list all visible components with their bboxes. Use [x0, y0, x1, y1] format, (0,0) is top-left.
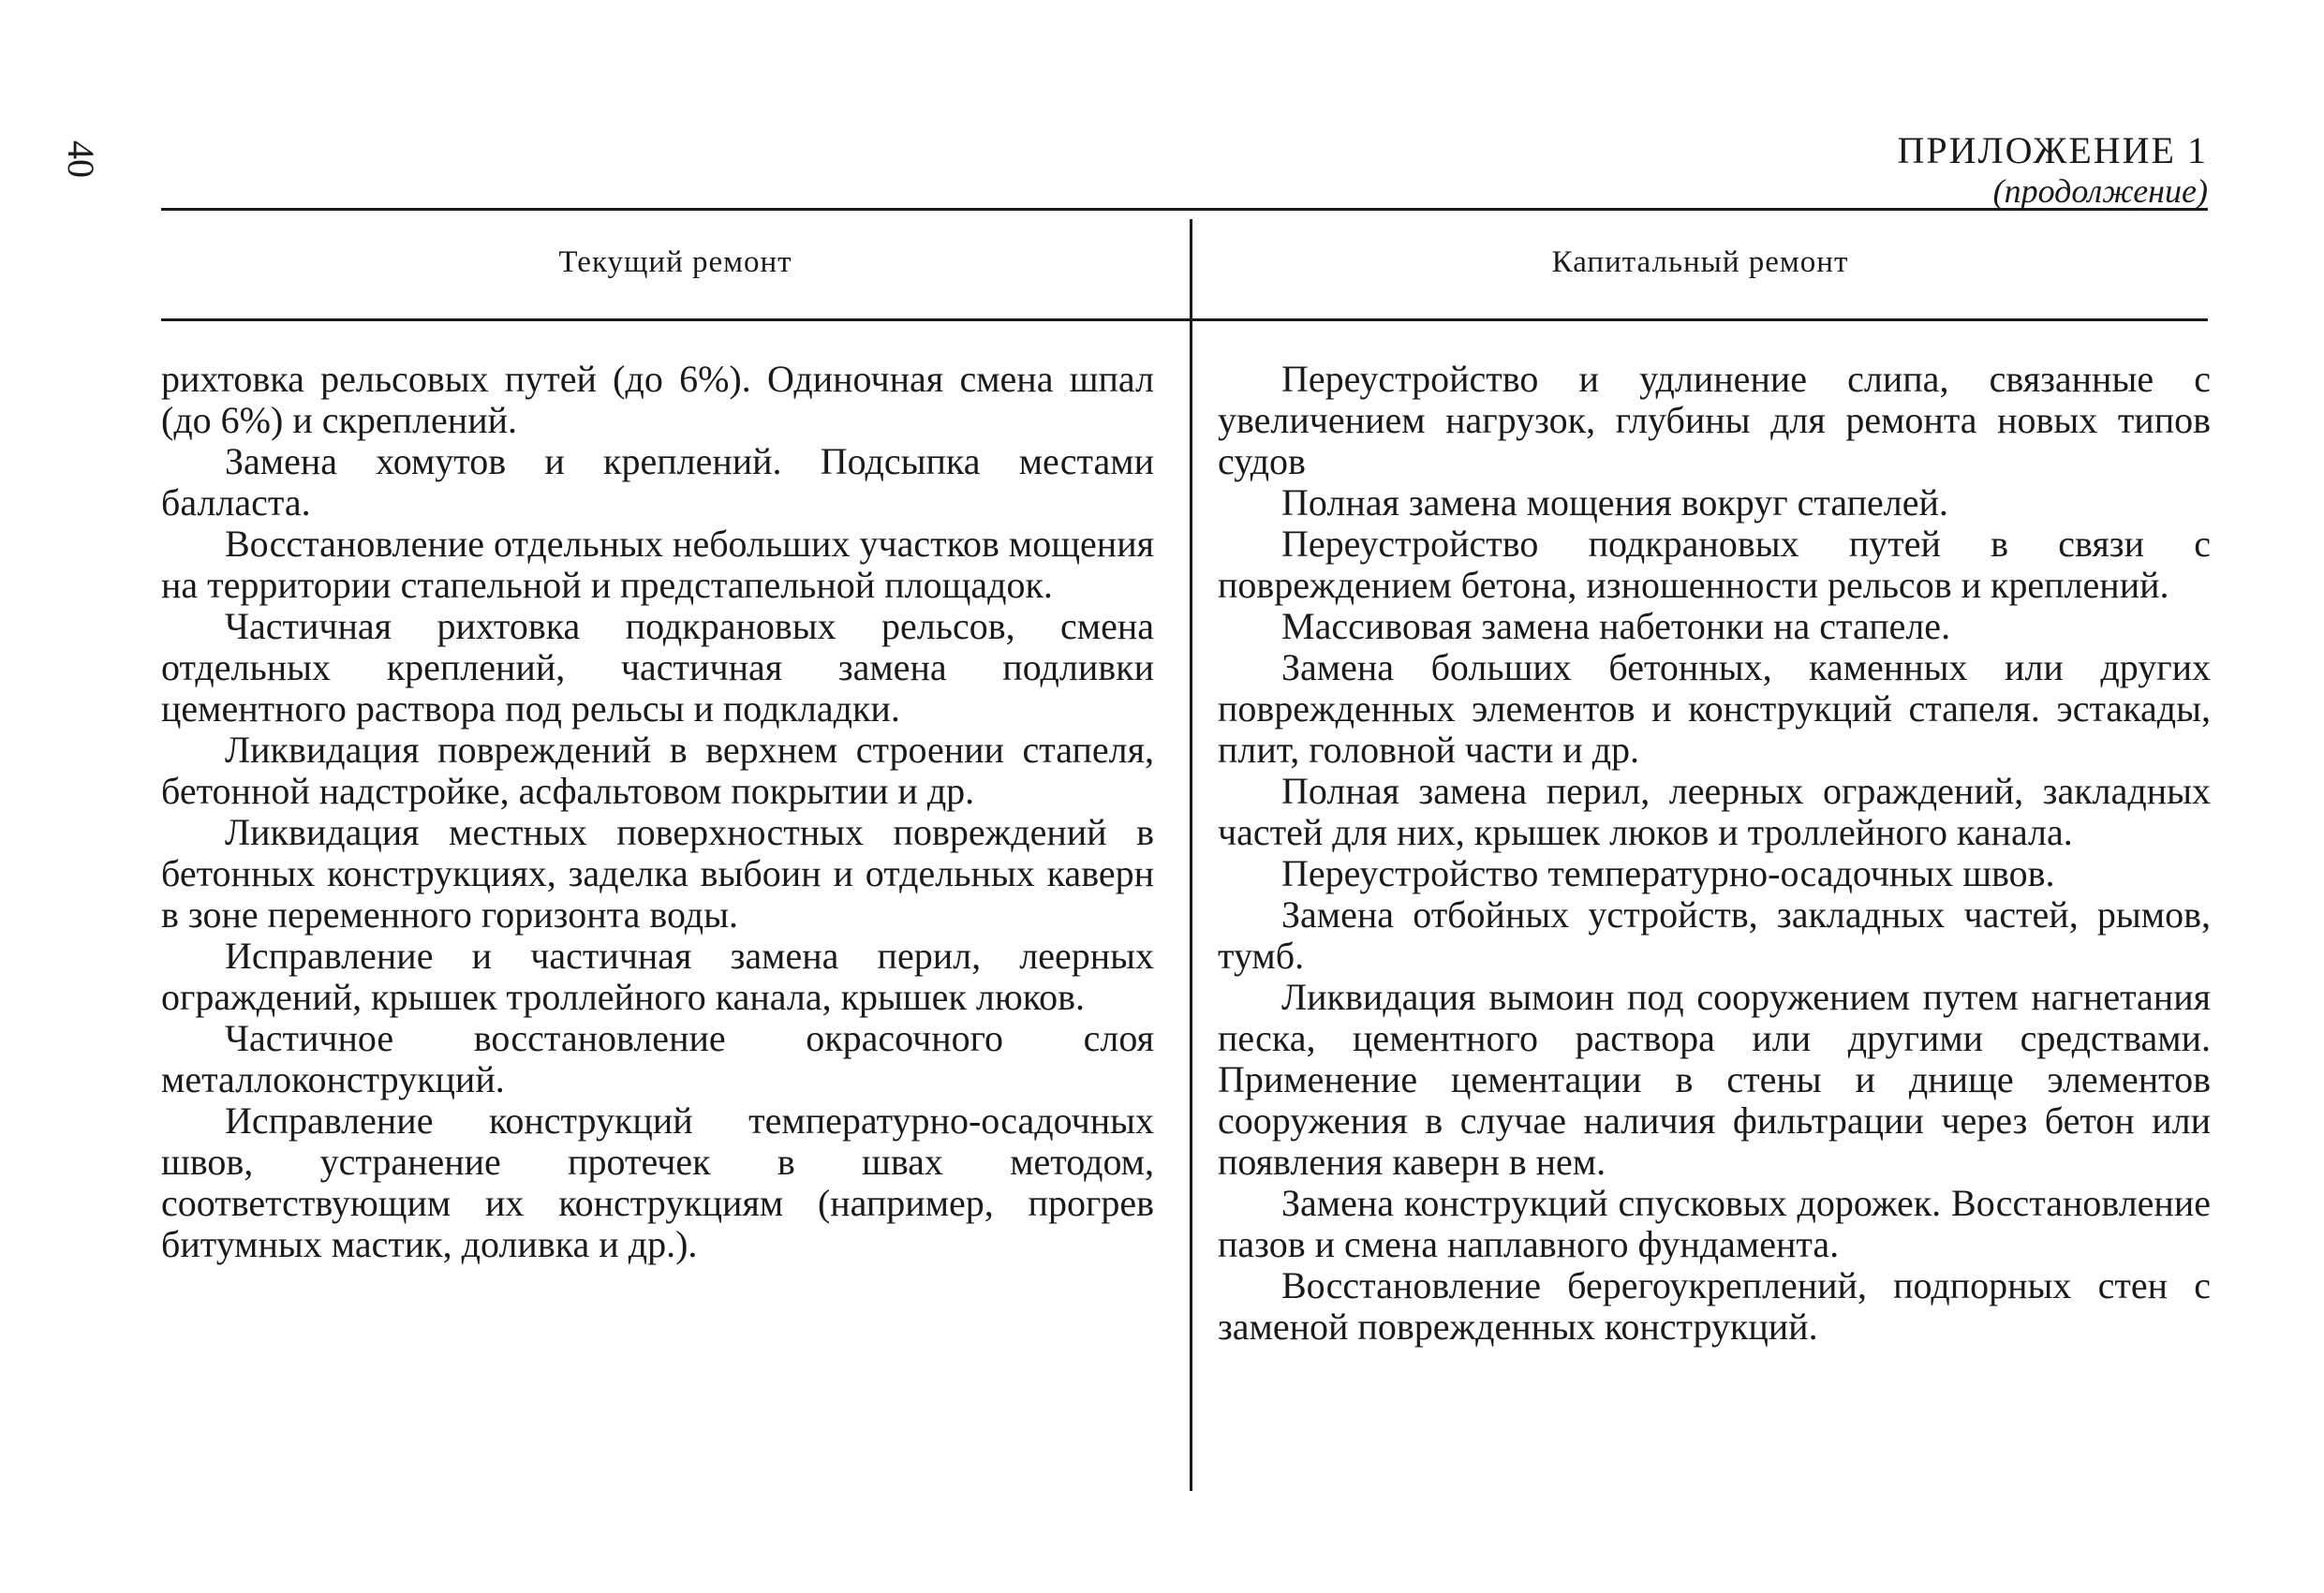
table-top-rule — [161, 208, 2208, 211]
paragraph: Частичное восстановление окрасочного слоя металлоконструкций. — [161, 1017, 1154, 1100]
paragraph: Замена хомутов и креплений. Подсыпка местами балласта. — [161, 440, 1154, 524]
paragraph: Исправление конструкций температурно-осадочных швов, устранение протечек в швах методом, соответствующим их конструкциям (например, прогрев битумных мастик, доливка и др.). — [161, 1099, 1154, 1265]
paragraph: Ликвидация повреждений в верхнем строении стапеля, бетонной надстройке, асфальтовом покрытии и др. — [161, 729, 1154, 812]
paragraph: Переустройство подкрановых путей в связи с повреждением бетона, изношенности рельсов и креплений. — [1218, 523, 2211, 606]
paragraph: Замена конструкций спусковых дорожек. Восстановление пазов и смена наплавного фундамента. — [1218, 1182, 2211, 1265]
column-header-capital-repair: Капитальный ремонт — [1551, 245, 1849, 279]
header-bottom-rule — [161, 318, 2208, 321]
paragraph: Переустройство температурно-осадочных швов. — [1281, 852, 2055, 894]
paragraph: Восстановление отдельных небольших участков мощения на территории стапельной и предстапельной площадок. — [161, 523, 1154, 606]
paragraph: Массивовая замена набетонки на стапеле. — [1281, 605, 1951, 647]
appendix-subtitle: (продолжение) — [1992, 172, 2208, 210]
paragraph: рихтовка рельсовых путей (до 6%). Одиночная смена шпал (до 6%) и скреплений. — [161, 358, 1154, 441]
paragraph: Полная замена мощения вокруг стапелей. — [1281, 481, 1948, 524]
column-divider — [1190, 219, 1192, 1491]
paragraph: Ликвидация вымоин под сооружением путем нагнетания песка, цементного раствора или другими средствами. Применение цементации в стены и днище элементов сооружения в случае наличия фильтрации через бетон или появления каверн в нем. — [1218, 976, 2211, 1183]
paragraph: Переустройство и удлинение слипа, связанные с увеличением нагрузок, глубины для ремонта новых типов судов — [1218, 358, 2211, 482]
paragraph: Полная замена перил, леерных ограждений, закладных частей для них, крышек люков и троллейного канала. — [1218, 770, 2211, 853]
column-header-current-repair: Текущий ремонт — [558, 245, 792, 279]
appendix-title: ПРИЛОЖЕНИЕ 1 — [1897, 129, 2208, 171]
paragraph: Исправление и частичная замена перил, леерных ограждений, крышек троллейного канала, крышек люков. — [161, 935, 1154, 1018]
paragraph: Замена больших бетонных, каменных или других поврежденных элементов и конструкций стапеля. эстакады, плит, головной части и др. — [1218, 646, 2211, 771]
paragraph: Ликвидация местных поверхностных повреждений в бетонных конструкциях, заделка выбоин и отдельных каверн в зоне переменного горизонта воды. — [161, 811, 1154, 936]
paragraph: Частичная рихтовка подкрановых рельсов, смена отдельных креплений, частичная замена подливки цементного раствора под рельсы и подкладки. — [161, 605, 1154, 730]
appendix-heading — [1897, 129, 2208, 210]
capital-repair-column — [1218, 359, 2211, 1348]
paragraph: Замена отбойных устройств, закладных частей, рымов, тумб. — [1218, 893, 2211, 977]
paragraph: Восстановление берегоукреплений, подпорных стен с заменой поврежденных конструкций. — [1218, 1264, 2211, 1348]
current-repair-column — [161, 359, 1154, 1265]
page-number: 40 — [60, 140, 102, 178]
